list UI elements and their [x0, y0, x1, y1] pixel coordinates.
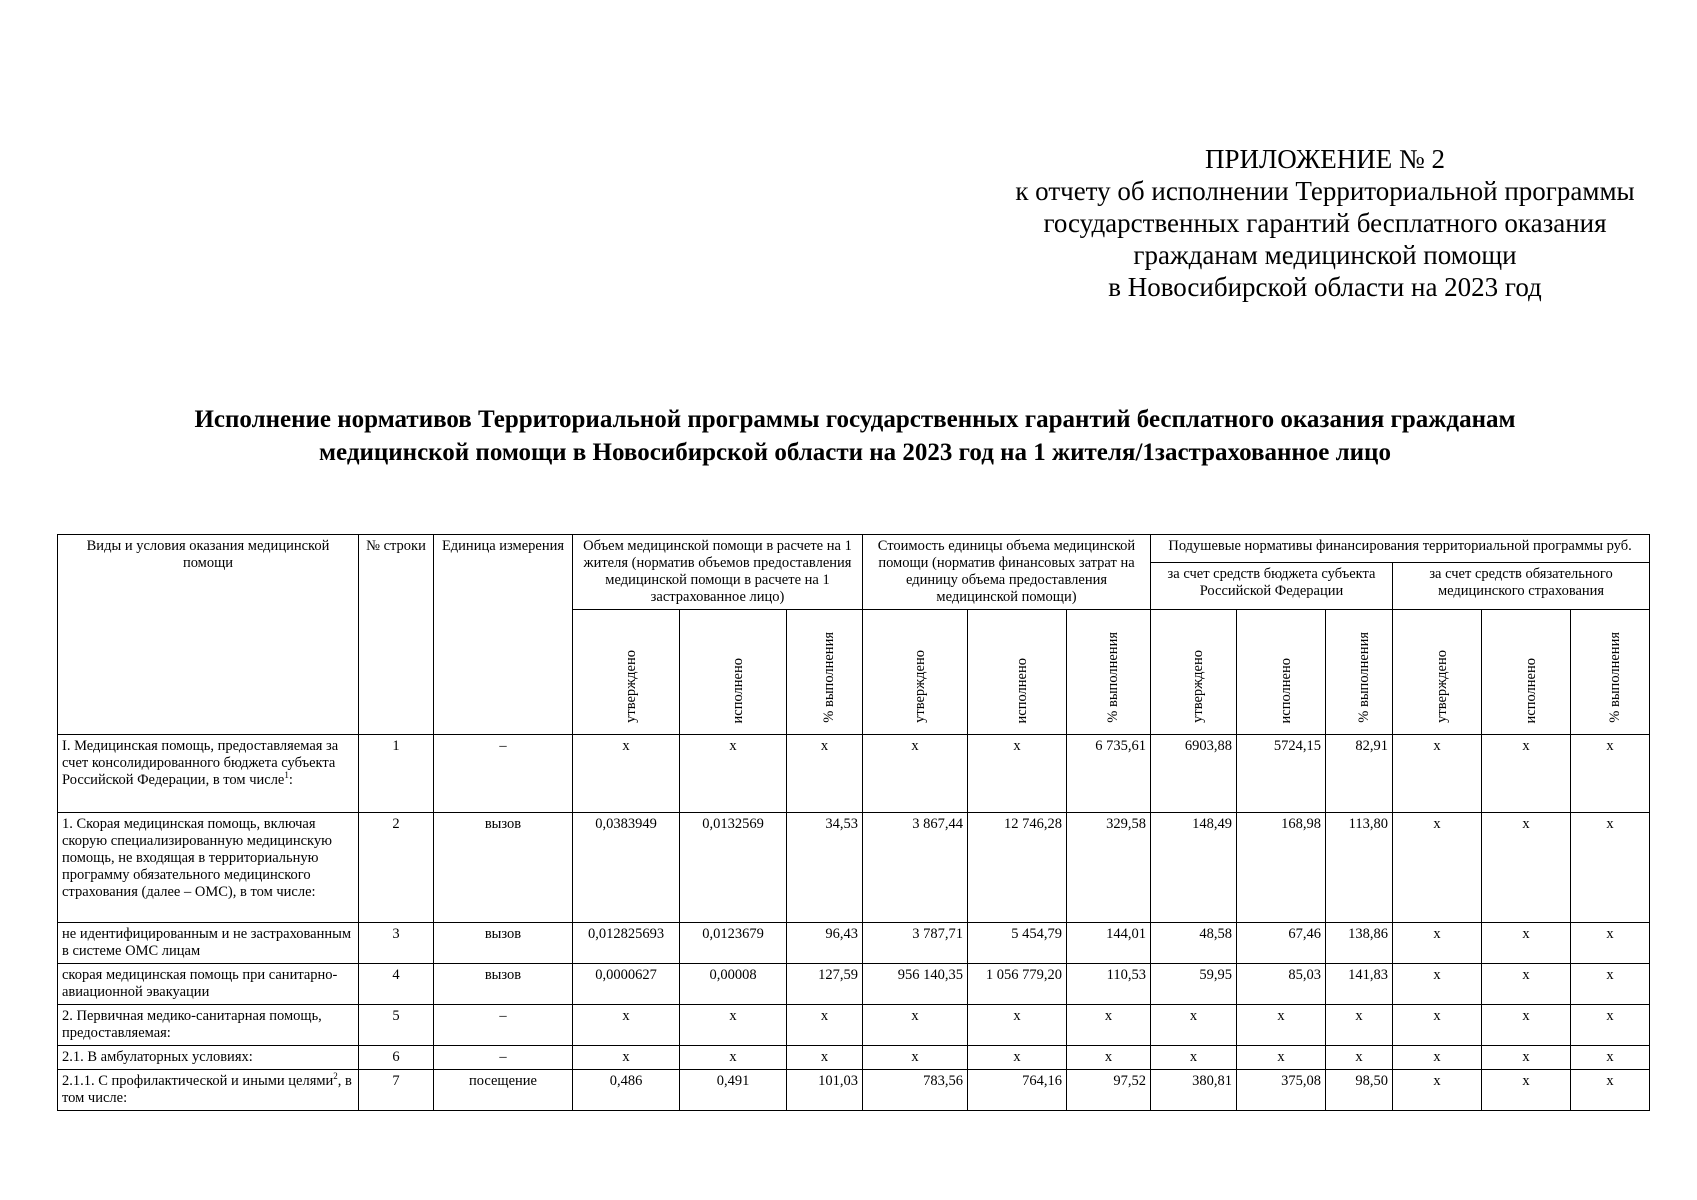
header-approved: утверждено	[573, 610, 680, 735]
table-cell: 34,53	[787, 813, 863, 923]
table-body	[58, 735, 1650, 1111]
table-row	[58, 964, 1650, 1005]
header-approved: утверждено	[1151, 610, 1237, 735]
document-title-line: Исполнение нормативов Территориальной программы государственных гарантий бесплатного оказания гражданам	[194, 406, 1516, 433]
table-cell: x	[1482, 1046, 1571, 1070]
table-cell: 6 735,61	[1067, 735, 1151, 813]
table-cell: x	[863, 735, 968, 813]
header-executed: исполнено	[680, 610, 787, 735]
table-cell: x	[1482, 1005, 1571, 1046]
header-per-capita: Подушевые нормативы финансирования территориальной программы руб.	[1151, 535, 1650, 563]
header-row-number: № строки	[359, 535, 434, 735]
row-unit: вызов	[434, 964, 573, 1005]
table-cell: 0,00008	[680, 964, 787, 1005]
table-cell: 141,83	[1326, 964, 1393, 1005]
table-cell: x	[1571, 1005, 1650, 1046]
header-executed: исполнено	[1237, 610, 1326, 735]
row-name-tail: :	[288, 772, 293, 788]
table-cell: 168,98	[1237, 813, 1326, 923]
table-cell: 0,0383949	[573, 813, 680, 923]
table-cell: x	[680, 1046, 787, 1070]
header-types: Виды и условия оказания медицинской помощи	[58, 535, 359, 735]
row-unit: вызов	[434, 923, 573, 964]
table-cell: 97,52	[1067, 1070, 1151, 1111]
row-unit: –	[434, 1005, 573, 1046]
table-cell: x	[1571, 923, 1650, 964]
table-cell: 138,86	[1326, 923, 1393, 964]
table-cell: 0,486	[573, 1070, 680, 1111]
table-cell: 127,59	[787, 964, 863, 1005]
table-cell: 82,91	[1326, 735, 1393, 813]
table-cell: x	[573, 1005, 680, 1046]
header-budget: за счет средств бюджета субъекта Российской Федерации	[1151, 562, 1393, 609]
table-cell: 3 787,71	[863, 923, 968, 964]
row-number: 3	[359, 923, 434, 964]
row-name: 2.1.1. С профилактической и иными целями	[62, 1073, 334, 1089]
table-cell: x	[1151, 1005, 1237, 1046]
header-volume: Объем медицинской помощи в расчете на 1 жителя (норматив объемов предоставления медицинской помощи в расчете на 1 застрахованное лицо)	[573, 535, 863, 610]
table-cell: x	[1393, 1005, 1482, 1046]
table-cell: 375,08	[1237, 1070, 1326, 1111]
table-cell: x	[863, 1005, 968, 1046]
table-cell: 380,81	[1151, 1070, 1237, 1111]
table-cell: x	[787, 1005, 863, 1046]
table-cell: 85,03	[1237, 964, 1326, 1005]
table-cell: x	[1482, 923, 1571, 964]
table-cell: x	[680, 735, 787, 813]
table-cell: x	[787, 735, 863, 813]
table-cell: 0,491	[680, 1070, 787, 1111]
table-cell: 5724,15	[1237, 735, 1326, 813]
document-title	[60, 403, 1650, 469]
row-number: 5	[359, 1005, 434, 1046]
table-cell: x	[1326, 1005, 1393, 1046]
row-name: не идентифицированным и не застрахованным в системе ОМС лицам	[62, 926, 352, 959]
table-cell: x	[1571, 1070, 1650, 1111]
norms-table	[57, 534, 1650, 1111]
table-cell: 110,53	[1067, 964, 1151, 1005]
row-name-tail: , в том числе:	[62, 1073, 352, 1106]
footnote-mark: 2	[333, 1071, 338, 1082]
footnote-mark: 1	[284, 770, 289, 781]
table-cell: x	[1393, 1070, 1482, 1111]
row-name-cell	[58, 813, 359, 923]
table-cell: 783,56	[863, 1070, 968, 1111]
appendix-line: ПРИЛОЖЕНИЕ № 2	[1204, 144, 1446, 174]
table-cell: x	[1571, 1046, 1650, 1070]
row-name: 2. Первичная медико-санитарная помощь, предоставляемая:	[62, 1008, 322, 1041]
table-cell: 144,01	[1067, 923, 1151, 964]
table-cell: x	[1151, 1046, 1237, 1070]
header-unit: Единица измерения	[434, 535, 573, 735]
header-executed: исполнено	[968, 610, 1067, 735]
row-name-cell	[58, 1070, 359, 1111]
appendix-line: гражданам медицинской помощи	[1133, 240, 1517, 270]
row-name: I. Медицинская помощь, предоставляемая за счет консолидированного бюджета субъекта Российской Федерации, в том числе	[62, 738, 339, 788]
row-name: 1. Скорая медицинская помощь, включая скорую специализированную медицинскую помощь, не входящая в территориальную программу обязательного медицинского страхования (далее – ОМС), в том числе:	[62, 816, 332, 900]
table-cell: x	[1393, 923, 1482, 964]
table-cell: 956 140,35	[863, 964, 968, 1005]
row-name-cell	[58, 1046, 359, 1070]
row-name-cell	[58, 923, 359, 964]
table-cell: x	[1393, 1046, 1482, 1070]
table-cell: 5 454,79	[968, 923, 1067, 964]
row-number: 4	[359, 964, 434, 1005]
table-cell: x	[1237, 1046, 1326, 1070]
header-approved: утверждено	[1393, 610, 1482, 735]
table-cell: 59,95	[1151, 964, 1237, 1005]
table-row	[58, 923, 1650, 964]
table-cell: x	[1067, 1005, 1151, 1046]
row-unit: –	[434, 1046, 573, 1070]
table-cell: x	[968, 1005, 1067, 1046]
document-title-line: медицинской помощи в Новосибирской области на 2023 год на 1 жителя/1застрахованное лицо	[319, 439, 1391, 466]
table-cell: 0,0132569	[680, 813, 787, 923]
table-cell: 0,0000627	[573, 964, 680, 1005]
row-unit: вызов	[434, 813, 573, 923]
row-name-cell	[58, 1005, 359, 1046]
table-cell: x	[1482, 813, 1571, 923]
table-cell: 101,03	[787, 1070, 863, 1111]
header-percent: % выполнения	[1067, 610, 1151, 735]
table-cell: x	[1393, 735, 1482, 813]
table-cell: x	[1571, 735, 1650, 813]
table-cell: 329,58	[1067, 813, 1151, 923]
table-cell: 148,49	[1151, 813, 1237, 923]
table-cell: 3 867,44	[863, 813, 968, 923]
table-cell: x	[968, 1046, 1067, 1070]
table-cell: x	[573, 1046, 680, 1070]
header-percent: % выполнения	[787, 610, 863, 735]
table-cell: x	[1393, 964, 1482, 1005]
table-row	[58, 813, 1650, 923]
header-oms: за счет средств обязательного медицинского страхования	[1393, 562, 1650, 609]
table-cell: 98,50	[1326, 1070, 1393, 1111]
table-cell: x	[1571, 813, 1650, 923]
table-row	[58, 1070, 1650, 1111]
row-name-cell	[58, 735, 359, 813]
table-cell: x	[1237, 1005, 1326, 1046]
table-cell: 67,46	[1237, 923, 1326, 964]
table-cell: 48,58	[1151, 923, 1237, 964]
table-row	[58, 1005, 1650, 1046]
table-cell: 12 746,28	[968, 813, 1067, 923]
table-cell: 113,80	[1326, 813, 1393, 923]
appendix-line: к отчету об исполнении Территориальной программы	[1015, 176, 1635, 206]
row-number: 2	[359, 813, 434, 923]
header-percent: % выполнения	[1326, 610, 1393, 735]
appendix-line: в Новосибирской области на 2023 год	[1108, 272, 1542, 302]
header-executed: исполнено	[1482, 610, 1571, 735]
table-cell: 6903,88	[1151, 735, 1237, 813]
row-unit: –	[434, 735, 573, 813]
table-cell: 1 056 779,20	[968, 964, 1067, 1005]
table-cell: x	[573, 735, 680, 813]
table-cell: 764,16	[968, 1070, 1067, 1111]
table-cell: x	[1393, 813, 1482, 923]
table-cell: 0,0123679	[680, 923, 787, 964]
table-row	[58, 1046, 1650, 1070]
row-name: скорая медицинская помощь при санитарно-авиационной эвакуации	[62, 967, 338, 1000]
table-header	[58, 535, 1650, 735]
appendix-line: государственных гарантий бесплатного оказания	[1043, 208, 1607, 238]
row-number: 6	[359, 1046, 434, 1070]
table-cell: x	[1482, 964, 1571, 1005]
table-cell: x	[1482, 1070, 1571, 1111]
table-cell: x	[1482, 735, 1571, 813]
row-number: 7	[359, 1070, 434, 1111]
row-name: 2.1. В амбулаторных условиях:	[62, 1049, 253, 1065]
row-name-cell	[58, 964, 359, 1005]
header-cost: Стоимость единицы объема медицинской помощи (норматив финансовых затрат на единицу объема предоставления медицинской помощи)	[863, 535, 1151, 610]
table-cell: 0,012825693	[573, 923, 680, 964]
table-cell: x	[1326, 1046, 1393, 1070]
table-cell: x	[968, 735, 1067, 813]
table-cell: x	[1571, 964, 1650, 1005]
table-row	[58, 735, 1650, 813]
table-cell: 96,43	[787, 923, 863, 964]
table-cell: x	[1067, 1046, 1151, 1070]
row-number: 1	[359, 735, 434, 813]
row-unit: посещение	[434, 1070, 573, 1111]
table-cell: x	[787, 1046, 863, 1070]
appendix-header	[975, 143, 1675, 303]
header-percent: % выполнения	[1571, 610, 1650, 735]
table-cell: x	[680, 1005, 787, 1046]
table-cell: x	[863, 1046, 968, 1070]
header-approved: утверждено	[863, 610, 968, 735]
